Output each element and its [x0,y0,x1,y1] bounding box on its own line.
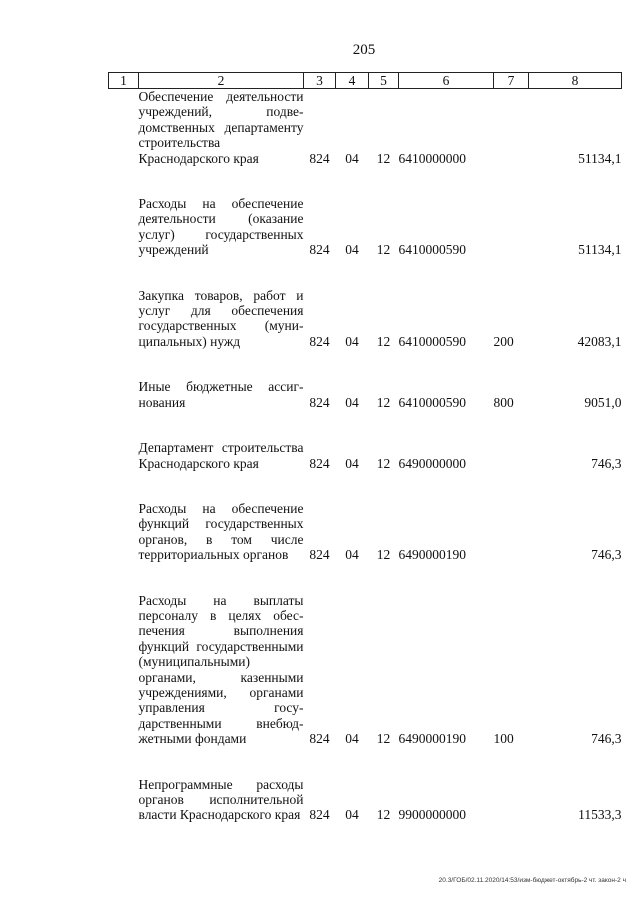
row-expense-type [494,501,529,563]
table-row [109,501,622,563]
row-target-code: 6490000190 [398,731,466,747]
budget-table [108,72,622,823]
table-row [109,89,622,167]
row-name: Расходы на обеспечение деятельности (оказание услуг) государственных учреждений [138,196,304,258]
row-target-code: 6410000000 [398,150,466,166]
row-amount: 42083,1 [577,333,622,349]
row-expense-type: 100 [493,731,514,747]
row-ministry-code: 824 [309,242,330,258]
row-section-code: 04 [345,547,359,563]
column-header-8: 8 [529,73,622,89]
row-section-code: 04 [345,150,359,166]
row-ministry-code: 824 [309,547,330,563]
row-amount: 11533,3 [578,807,622,823]
table-header-row [109,73,622,89]
table-row [109,777,622,823]
row-amount: 746,3 [591,731,622,747]
row-subsection-code: 12 [376,547,391,563]
row-target-code: 6410000590 [398,242,466,258]
column-header-7: 7 [494,73,529,89]
table-row [109,288,622,350]
row-target-code: 6490000190 [398,547,466,563]
row-ministry-code: 824 [309,150,330,166]
row-ministry-code: 824 [309,807,330,823]
column-header-6: 6 [399,73,494,89]
row-expense-type [494,440,529,471]
column-header-3: 3 [304,73,336,89]
row-expense-type [494,196,529,258]
row-amount: 746,3 [591,455,622,471]
row-amount: 51134,1 [578,150,622,166]
table-row [109,196,622,258]
column-header-4: 4 [336,73,369,89]
column-header-2: 2 [139,73,304,89]
row-section-code: 04 [345,807,359,823]
row-section-code: 04 [345,333,359,349]
row-target-code: 6410000590 [398,394,466,410]
row-subsection-code: 12 [376,731,391,747]
row-name: Закупка товаров, работ и услуг для обеспечения государственных (муниципальных) нужд [138,287,304,349]
column-header-5: 5 [369,73,399,89]
row-expense-type: 200 [493,333,514,349]
row-section-code: 04 [345,394,359,410]
row-section-code: 04 [345,242,359,258]
row-subsection-code: 12 [376,455,391,471]
row-expense-type: 800 [493,394,514,410]
row-subsection-code: 12 [376,807,391,823]
row-ministry-code: 824 [309,731,330,747]
row-expense-type [494,777,529,823]
row-subsection-code: 12 [376,333,391,349]
row-section-code: 04 [345,731,359,747]
row-name: Расходы на выплаты персоналу в целях обеспечения выполнения функций государственными (муниципальными) органами, казенными учреждениями, органами управления государственными внебюджетными фондами [138,592,304,747]
row-section-code: 04 [345,455,359,471]
row-subsection-code: 12 [376,242,391,258]
row-name: Расходы на обеспечение функций государственных органов, в том числе территориальных органов [138,500,304,563]
row-name: Департамент строительства Краснодарского края [138,440,304,471]
row-subsection-code: 12 [376,150,391,166]
row-amount: 746,3 [591,547,622,563]
row-ministry-code: 824 [309,394,330,410]
row-target-code: 9900000000 [398,807,466,823]
page-number: 205 [352,42,376,58]
row-expense-type [494,89,529,167]
row-amount: 51134,1 [578,242,622,258]
row-name: Иные бюджетные ассигнования [138,379,304,410]
row-name: Обеспечение деятельности учреждений, подведомственных департаменту строительства Краснодарского края [138,89,304,166]
row-ministry-code: 824 [309,333,330,349]
row-subsection-code: 12 [376,394,391,410]
row-amount: 9051,0 [584,394,622,410]
table-row [109,379,622,410]
row-ministry-code: 824 [309,455,330,471]
table-row [109,593,622,747]
document-footer: 20.3/ГОБ/02.11.2020/14:53/изм-бюджет-октябрь-2 чт. закон-2 ч [438,877,626,884]
row-name: Непрограммные расходы органов исполнительной власти Краснодарского края [138,776,304,823]
row-target-code: 6490000000 [398,455,466,471]
column-header-1: 1 [109,73,139,89]
row-target-code: 6410000590 [398,333,466,349]
table-row [109,440,622,471]
